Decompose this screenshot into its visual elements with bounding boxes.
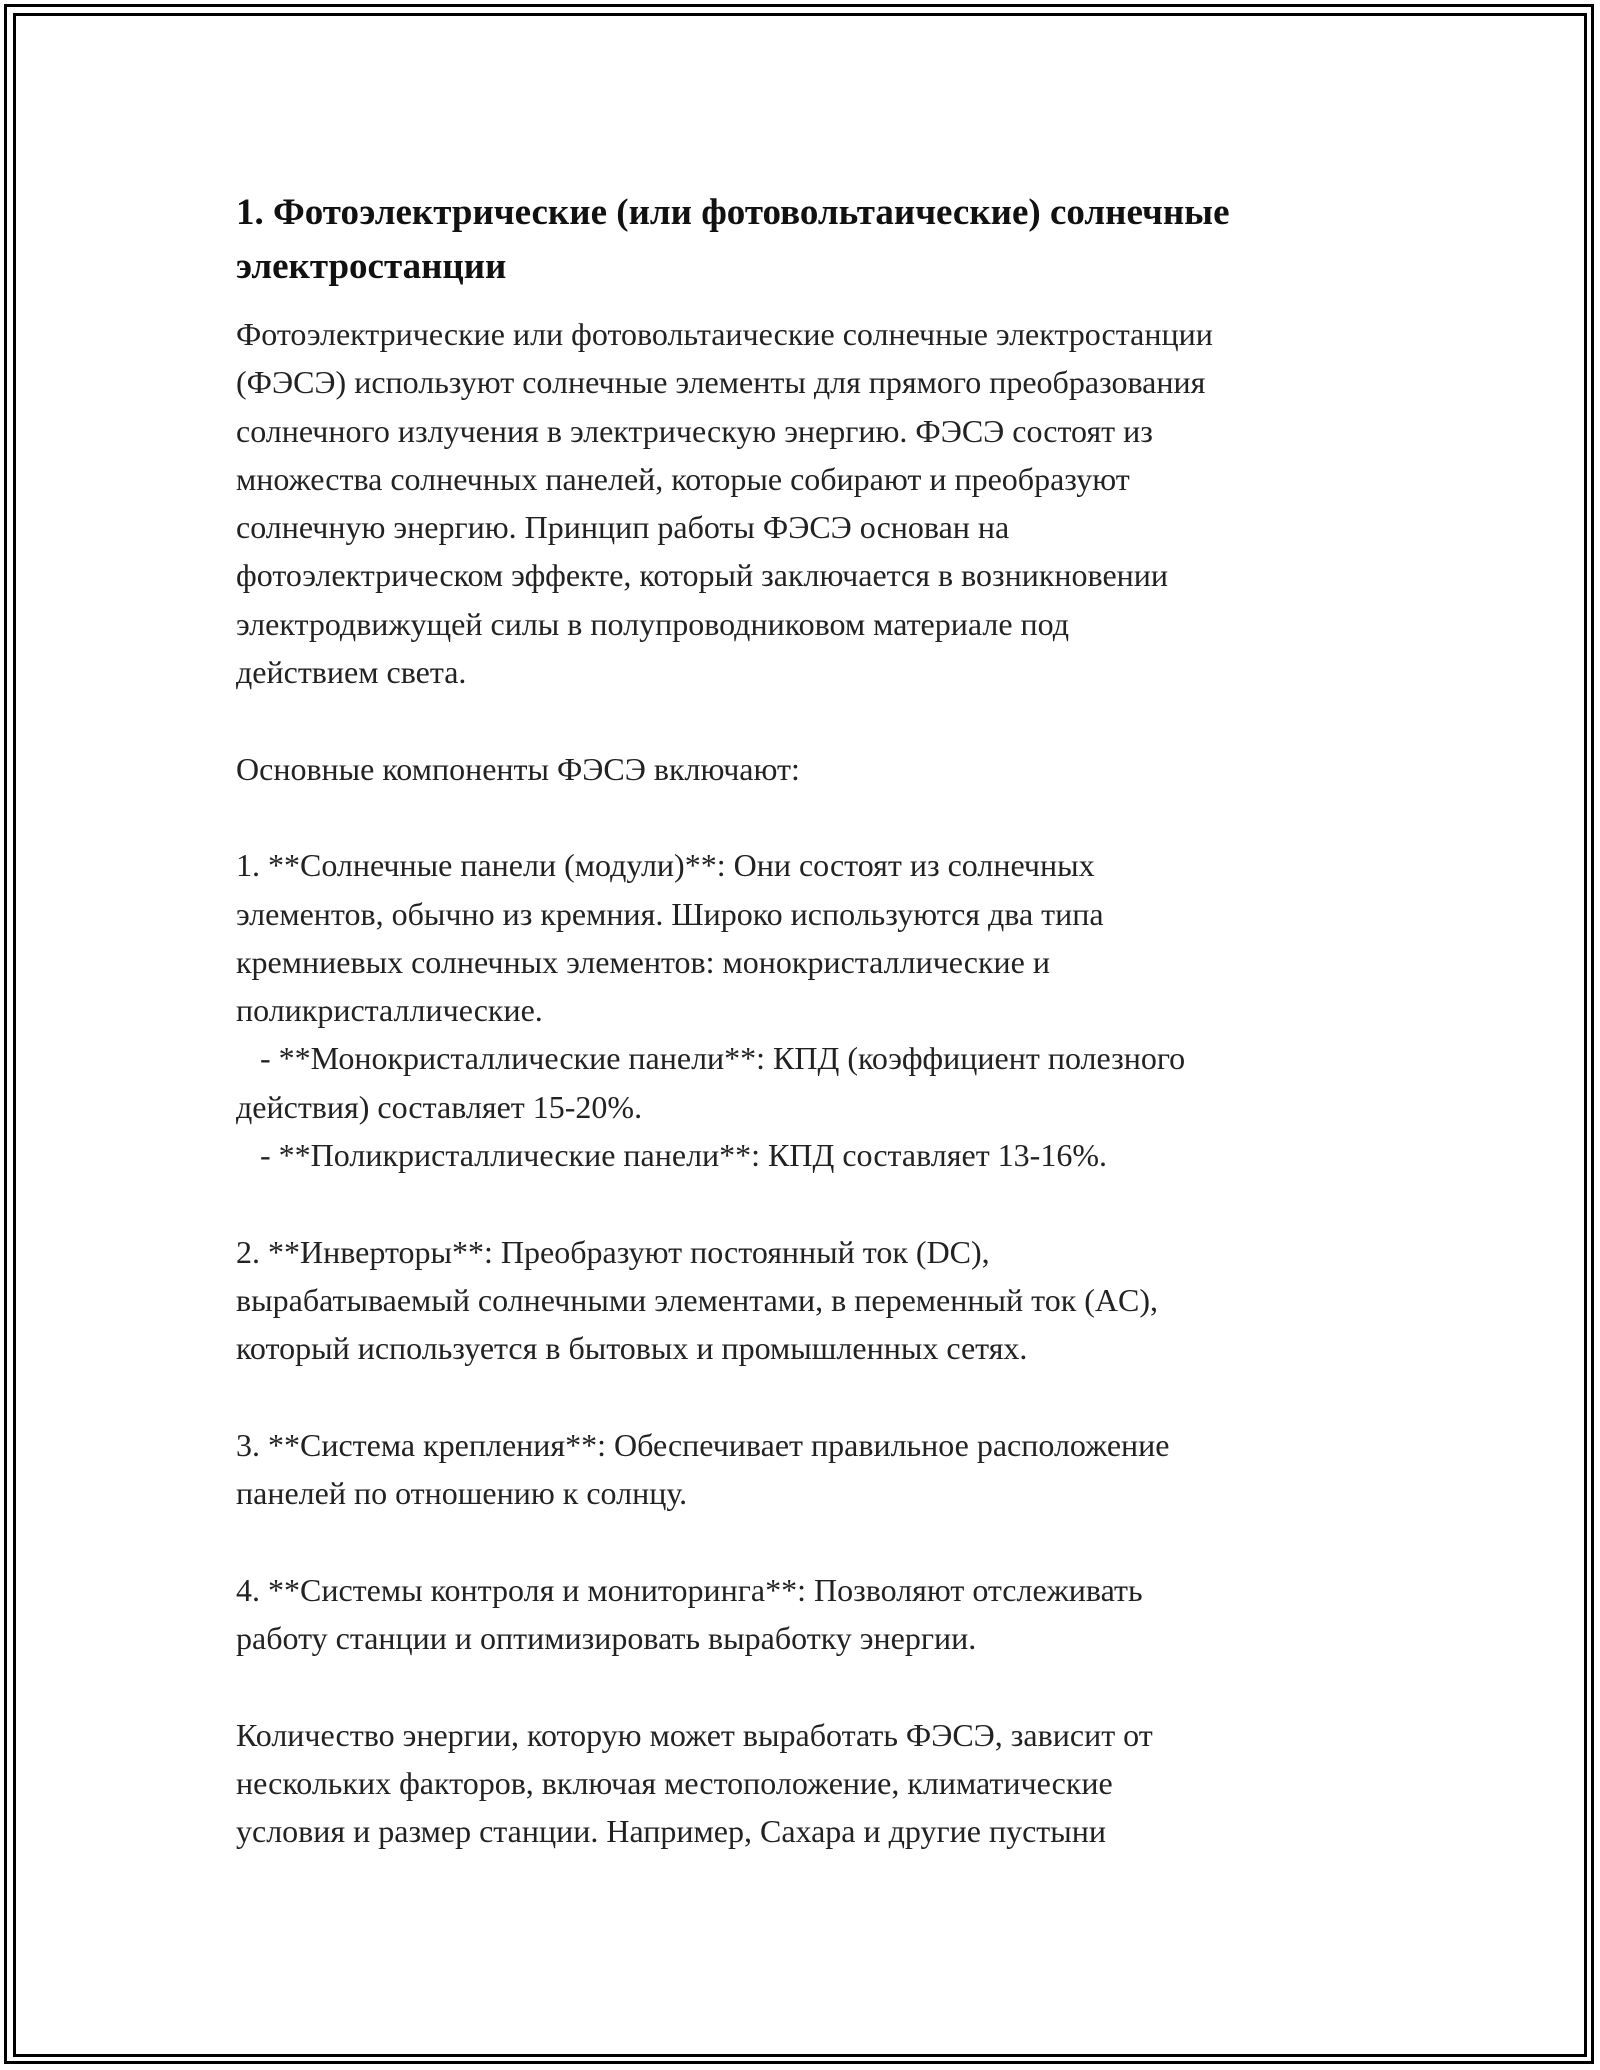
document-content [236, 186, 1426, 1856]
paragraph-spacer [236, 1517, 1426, 1565]
text-line: 3. **Система крепления**: Обеспечивает правильное расположение [236, 1426, 1170, 1463]
paragraph-spacer [236, 696, 1426, 744]
text-line: действием света. [236, 654, 467, 691]
text-line: поликристаллические. [236, 992, 543, 1029]
text-line: кремниевых солнечных элементов: монокристаллические и [236, 943, 1050, 980]
text-line: электродвижущей силы в полупроводниковом материале под [236, 605, 1070, 642]
text-line: действия) составляет 15-20%. [236, 1088, 643, 1125]
text-line: панелей по отношению к солнцу. [236, 1475, 688, 1512]
body-text [236, 310, 1426, 1856]
text-line: нескольких факторов, включая местоположение, климатические [236, 1764, 1113, 1801]
text-line: - **Поликристаллические панели**: КПД составляет 13-16%. [236, 1137, 1107, 1174]
text-line: Основные компоненты ФЭСЭ включают: [236, 750, 800, 787]
paragraph-spacer [236, 1179, 1426, 1227]
text-line: работу станции и оптимизировать выработку энергии. [236, 1620, 977, 1657]
text-line: Фотоэлектрические или фотовольтаические солнечные электростанции [236, 316, 1213, 352]
text-line: вырабатываемый солнечными элементами, в переменный ток (AC), [236, 1281, 1158, 1318]
heading-line: 1. Фотоэлектрические (или фотовольтаические) солнечные [236, 192, 1230, 233]
text-line: 2. **Инверторы**: Преобразуют постоянный ток (DC), [236, 1233, 990, 1270]
text-line: 4. **Системы контроля и мониторинга**: Позволяют отслеживать [236, 1571, 1143, 1608]
text-line: 1. **Солнечные панели (модули)**: Они состоят из солнечных [236, 847, 1095, 884]
heading-line: электростанции [236, 246, 507, 287]
text-line: условия и размер станции. Например, Сахара и другие пустыни [236, 1813, 1106, 1850]
paragraph-spacer [236, 1662, 1426, 1710]
paragraph-spacer [236, 1373, 1426, 1421]
section-heading [236, 186, 1426, 294]
text-line: элементов, обычно из кремния. Широко используются два типа [236, 895, 1104, 932]
text-line: который используется в бытовых и промышленных сетях. [236, 1330, 1028, 1367]
text-line: - **Монокристаллические панели**: КПД (коэффициент полезного [236, 1040, 1186, 1077]
text-line: (ФЭСЭ) используют солнечные элементы для прямого преобразования [236, 364, 1206, 401]
text-line: множества солнечных панелей, которые собирают и преобразуют [236, 460, 1130, 497]
text-line: фотоэлектрическом эффекте, который заключается в возникновении [236, 557, 1169, 594]
text-line: солнечную энергию. Принцип работы ФЭСЭ основан на [236, 509, 1010, 546]
text-line: Количество энергии, которую может выработать ФЭСЭ, зависит от [236, 1716, 1153, 1753]
text-line: солнечного излучения в электрическую энергию. ФЭСЭ состоят из [236, 412, 1153, 449]
paragraph-spacer [236, 793, 1426, 841]
